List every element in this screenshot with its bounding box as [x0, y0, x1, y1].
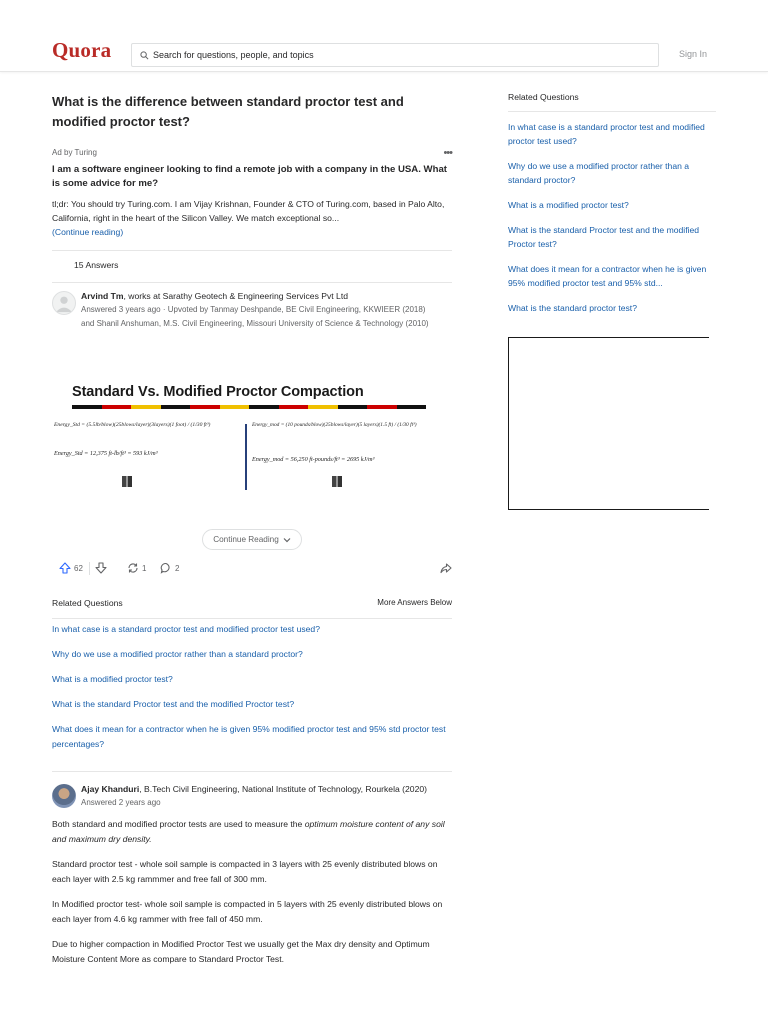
reshare-icon	[127, 562, 139, 574]
chevron-down-icon	[283, 537, 291, 543]
search-input[interactable]	[153, 50, 633, 60]
search-bar[interactable]	[131, 43, 659, 67]
answer-card	[52, 782, 452, 977]
related-question-link[interactable]: What does it mean for a contractor when he is given 95% modified proctor test and 95% std proctor test percentages?	[52, 724, 446, 749]
sidebar-question-link[interactable]: What does it mean for a contractor when he is given 95% modified proctor test and 95% std...	[508, 264, 707, 288]
sidebar-ad-slot[interactable]	[508, 337, 709, 510]
sidebar-question-link[interactable]: Why do we use a modified proctor rather than a standard proctor?	[508, 161, 690, 185]
answer-action-bar	[59, 562, 452, 576]
forward-button[interactable]	[440, 562, 455, 574]
downvote-button[interactable]	[95, 562, 110, 574]
answer-author-block	[81, 782, 452, 810]
ad-block	[52, 148, 452, 239]
divider	[52, 618, 452, 619]
answer-paragraph: Due to higher compaction in Modified Proctor Test we usually get the Max dry density and Optimum Moisture Content More as compare to Standard Proctor Test.	[52, 939, 430, 964]
ad-label: Ad by Turing	[52, 148, 97, 157]
figure-color-stripe	[72, 405, 426, 409]
figure-separator	[245, 424, 247, 490]
author-line	[81, 782, 452, 796]
ad-body-text: tl;dr: You should try Turing.com. I am Vijay Krishnan, Founder & CTO of Turing.com, based in Palo Alto, California, right in the heart of the Silicon Valley. We match exceptional so...	[52, 199, 445, 223]
sign-in-link[interactable]: Sign In	[679, 49, 708, 59]
question-header	[52, 92, 452, 132]
answers-count[interactable]: 15 Answers	[74, 260, 119, 270]
related-question-link[interactable]: Why do we use a modified proctor rather than a standard proctor?	[52, 649, 303, 659]
equation-modified-2: Energy_mod = 56,250 ft-pounds/ft³ = 2695 kJ/m³	[252, 456, 375, 463]
author-credential: , B.Tech Civil Engineering, National Institute of Technology, Rourkela (2020)	[139, 784, 427, 794]
divider	[89, 562, 90, 575]
share-button[interactable]	[127, 562, 146, 574]
more-options-icon[interactable]: •••	[443, 147, 452, 159]
continue-reading-button[interactable]	[202, 529, 302, 550]
divider	[52, 282, 452, 283]
sidebar-question-link[interactable]: What is the standard Proctor test and the modified Proctor test?	[508, 225, 700, 249]
author-line	[81, 290, 452, 303]
related-questions-section	[52, 598, 452, 762]
proctor-mold-icon	[122, 476, 132, 487]
related-question-link[interactable]: In what case is a standard proctor test and modified proctor test used?	[52, 624, 320, 634]
sidebar-question-link[interactable]: What is the standard proctor test?	[508, 303, 637, 313]
answer-meta-continued: and Shanil Anshuman, M.S. Civil Engineering, Missouri University of Science & Technology (2010)	[81, 319, 429, 328]
top-header	[0, 0, 768, 72]
related-question-link[interactable]: What is a modified proctor test?	[52, 674, 173, 684]
avatar[interactable]	[52, 784, 76, 808]
divider	[52, 250, 452, 251]
avatar[interactable]	[52, 291, 76, 315]
sidebar-related-questions	[508, 92, 716, 326]
answer-paragraph	[52, 817, 452, 847]
figure-title: Standard Vs. Modified Proctor Compaction	[72, 384, 364, 400]
related-questions-list	[52, 608, 452, 752]
quora-logo[interactable]: Quora	[52, 38, 112, 62]
author-credential: , works at Sarathy Geotech & Engineering Services Pvt Ltd	[123, 291, 349, 301]
comment-count: 2	[175, 563, 180, 573]
page-title: What is the difference between standard proctor test and modified proctor test?	[52, 94, 404, 129]
ad-headline[interactable]: I am a software engineer looking to find a remote job with a company in the USA. What is some advice for me?	[52, 164, 447, 189]
equation-standard-1: Energy_Std = (5.5lb/blow)(25blows/layer)(3layers)(1 foot) / (1/30 ft³)	[54, 422, 211, 428]
proctor-mold-icon	[332, 476, 342, 487]
author-name[interactable]: Ajay Khanduri	[81, 784, 140, 794]
ad-continue-link[interactable]: (Continue reading)	[52, 227, 124, 237]
answer-meta: Answered 2 years ago	[81, 798, 161, 807]
upvote-button[interactable]	[59, 562, 83, 574]
answer-emphasis: optimum moisture content of any soil and maximum dry density.	[52, 819, 445, 844]
divider	[52, 771, 452, 772]
comment-icon	[160, 562, 172, 574]
comment-button[interactable]	[160, 562, 179, 574]
sidebar-question-link[interactable]: In what case is a standard proctor test and modified proctor test used?	[508, 122, 705, 146]
downvote-icon	[95, 562, 107, 574]
answer-paragraph: In Modified proctor test- whole soil sample is compacted in 5 layers with 25 evenly distributed blows on each layer from 4.6 kg rammer with free fall of 450 mm.	[52, 899, 443, 924]
sidebar-list	[508, 120, 716, 315]
answer-author-block	[81, 290, 452, 331]
answer-paragraph: Standard proctor test - whole soil sample is compacted in 3 layers with 25 evenly distributed blows on each layer with 2.5 kg rammmer and free fall of 300 mm.	[52, 859, 438, 884]
ad-body	[52, 197, 452, 239]
answer-body	[52, 817, 452, 967]
sidebar-heading: Related Questions	[508, 92, 716, 112]
sidebar-question-link[interactable]: What is a modified proctor test?	[508, 200, 629, 210]
user-placeholder-icon	[53, 292, 75, 314]
forward-share-icon	[440, 562, 452, 574]
continue-reading-label: Continue Reading	[213, 535, 279, 544]
author-name[interactable]: Arvind Tm	[81, 291, 124, 301]
upvote-icon	[59, 562, 71, 574]
share-count: 1	[142, 563, 147, 573]
more-answers-below: More Answers Below	[377, 598, 452, 607]
related-question-link[interactable]: What is the standard Proctor test and the modified Proctor test?	[52, 699, 295, 709]
search-icon	[140, 51, 149, 60]
answer-paragraph-text: Both standard and modified proctor tests are used to measure the	[52, 819, 305, 829]
answer-card	[52, 290, 452, 331]
answer-image[interactable]	[52, 350, 452, 492]
upvote-count: 62	[74, 563, 83, 573]
answer-meta: Answered 3 years ago · Upvoted by Tanmay Deshpande, BE Civil Engineering, KKWIEER (2018)	[81, 305, 426, 314]
related-questions-heading: Related Questions	[52, 598, 123, 608]
equation-modified-1: Energy_mod = (10 pounds/blow)(25blows/layer)(5 layers)(1.5 ft) / (1/30 ft³)	[252, 422, 417, 428]
equation-standard-2: Energy_Std = 12,375 ft-lb/ft³ = 593 kJ/m³	[54, 450, 158, 457]
